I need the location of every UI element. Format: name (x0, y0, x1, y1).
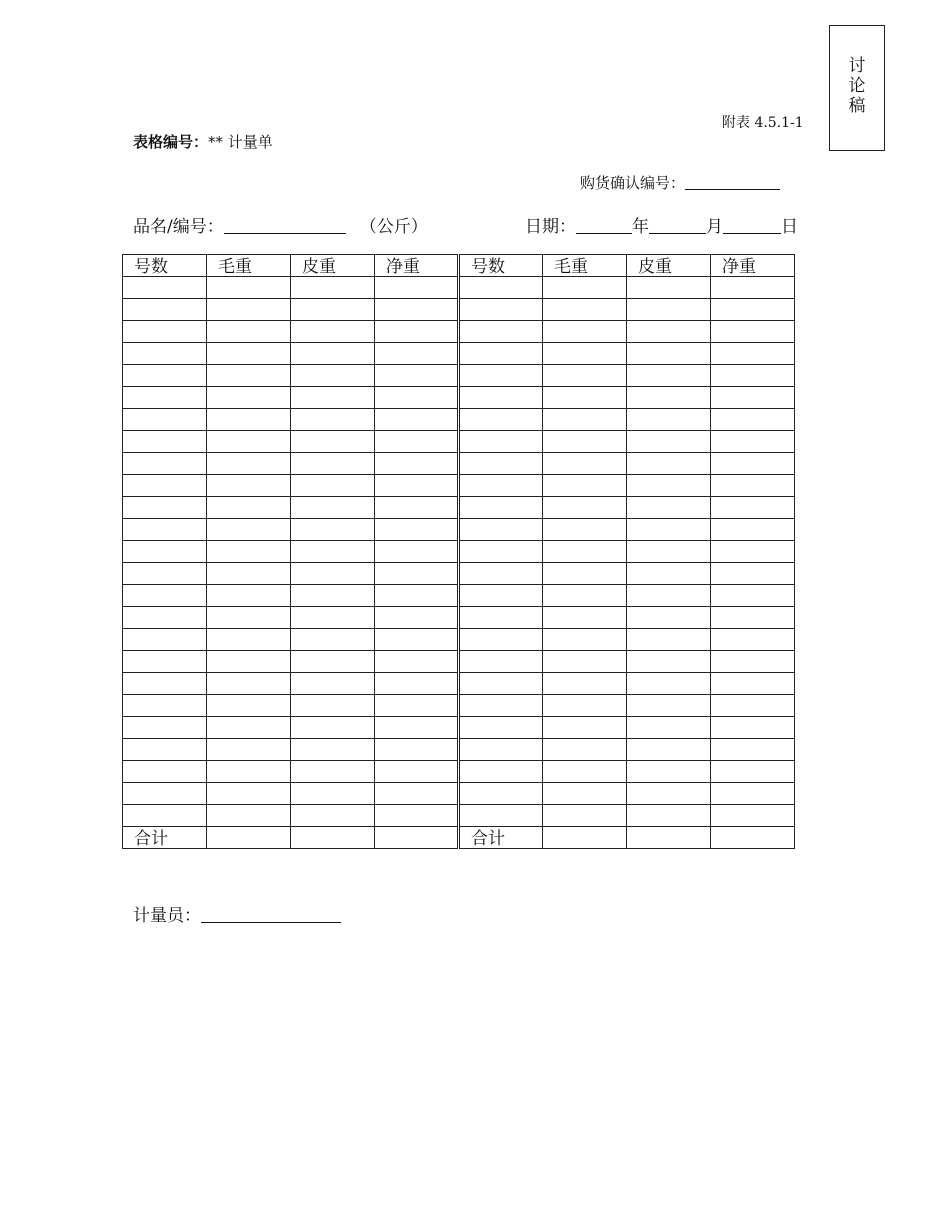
table-cell[interactable] (123, 519, 207, 541)
table-cell[interactable] (207, 299, 291, 321)
table-cell[interactable] (459, 299, 543, 321)
table-cell[interactable] (459, 629, 543, 651)
table-cell[interactable] (459, 651, 543, 673)
table-cell[interactable] (627, 387, 711, 409)
table-cell[interactable] (543, 365, 627, 387)
table-cell[interactable] (543, 343, 627, 365)
table-cell[interactable] (627, 431, 711, 453)
table-cell[interactable] (543, 673, 627, 695)
day-blank[interactable] (723, 216, 781, 234)
table-cell[interactable] (711, 497, 795, 519)
column-header: 净重 (711, 255, 795, 277)
table-cell[interactable] (711, 739, 795, 761)
table-cell[interactable] (711, 299, 795, 321)
table-cell[interactable] (711, 673, 795, 695)
table-cell[interactable] (543, 409, 627, 431)
table-row (123, 739, 795, 761)
table-cell[interactable] (207, 585, 291, 607)
table-cell[interactable] (459, 607, 543, 629)
table-cell[interactable] (375, 387, 459, 409)
date-field (525, 212, 798, 237)
table-cell[interactable] (459, 409, 543, 431)
table-cell[interactable] (207, 365, 291, 387)
table-header-row (123, 255, 795, 277)
table-cell[interactable] (207, 563, 291, 585)
table-total-row (123, 827, 795, 849)
table-cell[interactable] (291, 783, 375, 805)
table-cell[interactable] (375, 343, 459, 365)
table-cell[interactable] (711, 651, 795, 673)
table-cell[interactable] (207, 431, 291, 453)
table-cell[interactable] (711, 365, 795, 387)
table-cell[interactable] (543, 563, 627, 585)
table-cell[interactable] (375, 365, 459, 387)
table-cell[interactable] (291, 607, 375, 629)
table-row (123, 541, 795, 563)
table-cell[interactable] (375, 475, 459, 497)
table-cell[interactable] (123, 365, 207, 387)
table-cell[interactable] (375, 431, 459, 453)
year-blank[interactable] (576, 216, 632, 234)
column-header: 毛重 (543, 255, 627, 277)
table-cell[interactable] (627, 585, 711, 607)
day-label: 日 (781, 217, 798, 237)
table-row (123, 409, 795, 431)
table-cell[interactable] (291, 673, 375, 695)
table-cell[interactable] (207, 541, 291, 563)
table-cell[interactable] (291, 277, 375, 299)
table-cell[interactable] (627, 365, 711, 387)
table-cell[interactable] (627, 695, 711, 717)
table-row (123, 607, 795, 629)
table-cell[interactable] (543, 277, 627, 299)
total-cell[interactable] (375, 827, 459, 849)
table-cell[interactable] (543, 321, 627, 343)
table-cell[interactable] (291, 761, 375, 783)
table-cell[interactable] (123, 541, 207, 563)
total-cell[interactable] (207, 827, 291, 849)
table-row (123, 299, 795, 321)
product-unit: （公斤） (359, 217, 428, 237)
table-row (123, 717, 795, 739)
stamp-char: 论 (848, 76, 866, 96)
form-code (133, 131, 273, 152)
table-cell[interactable] (291, 629, 375, 651)
table-cell[interactable] (207, 717, 291, 739)
table-cell[interactable] (627, 541, 711, 563)
table-cell[interactable] (123, 607, 207, 629)
table-row (123, 651, 795, 673)
table-cell[interactable] (375, 739, 459, 761)
table-cell[interactable] (711, 519, 795, 541)
table-cell[interactable] (543, 717, 627, 739)
table-cell[interactable] (459, 673, 543, 695)
table-cell[interactable] (711, 783, 795, 805)
attachment-reference: 附表 4.5.1-1 (722, 115, 804, 131)
table-cell[interactable] (375, 541, 459, 563)
table-cell[interactable] (711, 387, 795, 409)
form-code-label: 表格编号： (133, 133, 209, 151)
table-cell[interactable] (123, 387, 207, 409)
table-cell[interactable] (627, 783, 711, 805)
table-row (123, 629, 795, 651)
table-cell[interactable] (459, 541, 543, 563)
table-cell[interactable] (711, 805, 795, 827)
table-cell[interactable] (291, 651, 375, 673)
table-row (123, 431, 795, 453)
table-cell[interactable] (207, 651, 291, 673)
table-cell[interactable] (543, 387, 627, 409)
table-cell[interactable] (123, 409, 207, 431)
month-label: 月 (706, 217, 723, 237)
table-cell[interactable] (459, 365, 543, 387)
table-cell[interactable] (543, 431, 627, 453)
purchase-confirm-label: 购货确认编号： (580, 174, 686, 192)
table-cell[interactable] (291, 497, 375, 519)
table-row (123, 695, 795, 717)
table-cell[interactable] (543, 607, 627, 629)
column-header: 毛重 (207, 255, 291, 277)
table-row (123, 343, 795, 365)
table-cell[interactable] (711, 629, 795, 651)
table-cell[interactable] (291, 563, 375, 585)
table-cell[interactable] (207, 629, 291, 651)
table-cell[interactable] (207, 387, 291, 409)
table-cell[interactable] (711, 585, 795, 607)
table-cell[interactable] (711, 343, 795, 365)
total-label: 合计 (123, 827, 207, 849)
table-cell[interactable] (207, 497, 291, 519)
table-cell[interactable] (459, 761, 543, 783)
table-cell[interactable] (375, 299, 459, 321)
table-cell[interactable] (711, 607, 795, 629)
table-cell[interactable] (207, 453, 291, 475)
purchase-confirm-blank[interactable] (685, 172, 780, 190)
table-cell[interactable] (711, 431, 795, 453)
table-cell[interactable] (627, 343, 711, 365)
table-cell[interactable] (543, 761, 627, 783)
table-cell[interactable] (711, 761, 795, 783)
table-cell[interactable] (627, 321, 711, 343)
table-cell[interactable] (207, 673, 291, 695)
table-cell[interactable] (291, 409, 375, 431)
table-cell[interactable] (207, 519, 291, 541)
table-cell[interactable] (123, 739, 207, 761)
table-cell[interactable] (543, 497, 627, 519)
table-cell[interactable] (291, 365, 375, 387)
table-row (123, 277, 795, 299)
table-cell[interactable] (291, 387, 375, 409)
table-cell[interactable] (291, 739, 375, 761)
table-cell[interactable] (123, 343, 207, 365)
table-cell[interactable] (207, 409, 291, 431)
total-label: 合计 (459, 827, 543, 849)
table-cell[interactable] (291, 453, 375, 475)
table-cell[interactable] (291, 717, 375, 739)
table-cell[interactable] (627, 717, 711, 739)
table-row (123, 365, 795, 387)
total-cell[interactable] (627, 827, 711, 849)
table-row (123, 497, 795, 519)
table-row (123, 783, 795, 805)
table-cell[interactable] (543, 299, 627, 321)
table-cell[interactable] (207, 783, 291, 805)
table-cell[interactable] (123, 453, 207, 475)
table-cell[interactable] (543, 783, 627, 805)
table-cell[interactable] (711, 563, 795, 585)
table-cell[interactable] (711, 695, 795, 717)
table-cell[interactable] (375, 805, 459, 827)
table-cell[interactable] (123, 277, 207, 299)
table-cell[interactable] (459, 475, 543, 497)
table-cell[interactable] (291, 541, 375, 563)
weighing-table-wrapper (122, 254, 795, 849)
signer-label: 计量员： (133, 906, 201, 926)
table-cell[interactable] (375, 409, 459, 431)
table-cell[interactable] (291, 805, 375, 827)
column-header: 皮重 (627, 255, 711, 277)
table-cell[interactable] (627, 761, 711, 783)
table-cell[interactable] (123, 431, 207, 453)
table-row (123, 387, 795, 409)
total-cell[interactable] (291, 827, 375, 849)
table-cell[interactable] (375, 453, 459, 475)
table-cell[interactable] (291, 431, 375, 453)
table-cell[interactable] (459, 277, 543, 299)
table-cell[interactable] (543, 519, 627, 541)
table-cell[interactable] (291, 299, 375, 321)
table-cell[interactable] (459, 783, 543, 805)
table-cell[interactable] (207, 475, 291, 497)
table-row (123, 673, 795, 695)
table-cell[interactable] (207, 695, 291, 717)
table-cell[interactable] (207, 343, 291, 365)
table-cell[interactable] (207, 739, 291, 761)
month-blank[interactable] (649, 216, 706, 234)
table-cell[interactable] (543, 585, 627, 607)
table-cell[interactable] (459, 585, 543, 607)
purchase-confirm-field (580, 172, 780, 193)
table-cell[interactable] (711, 321, 795, 343)
table-cell[interactable] (123, 585, 207, 607)
table-cell[interactable] (459, 717, 543, 739)
table-cell[interactable] (375, 497, 459, 519)
table-cell[interactable] (123, 475, 207, 497)
table-cell[interactable] (375, 585, 459, 607)
table-cell[interactable] (291, 475, 375, 497)
table-cell[interactable] (543, 651, 627, 673)
table-row (123, 453, 795, 475)
table-cell[interactable] (459, 431, 543, 453)
table-cell[interactable] (375, 519, 459, 541)
table-cell[interactable] (627, 299, 711, 321)
table-cell[interactable] (459, 563, 543, 585)
table-cell[interactable] (375, 321, 459, 343)
table-cell[interactable] (627, 673, 711, 695)
table-cell[interactable] (627, 563, 711, 585)
table-cell[interactable] (627, 651, 711, 673)
table-cell[interactable] (291, 321, 375, 343)
year-label: 年 (632, 217, 649, 237)
table-cell[interactable] (123, 299, 207, 321)
table-cell[interactable] (627, 475, 711, 497)
table-cell[interactable] (627, 277, 711, 299)
table-cell[interactable] (207, 321, 291, 343)
table-cell[interactable] (291, 585, 375, 607)
table-cell[interactable] (123, 761, 207, 783)
column-header: 净重 (375, 255, 459, 277)
table-cell[interactable] (375, 563, 459, 585)
total-cell[interactable] (711, 827, 795, 849)
table-cell[interactable] (123, 783, 207, 805)
table-cell[interactable] (375, 629, 459, 651)
table-cell[interactable] (711, 453, 795, 475)
table-cell[interactable] (543, 475, 627, 497)
table-cell[interactable] (123, 651, 207, 673)
product-field (133, 212, 428, 237)
table-cell[interactable] (123, 629, 207, 651)
table-cell[interactable] (291, 343, 375, 365)
table-row (123, 761, 795, 783)
table-row (123, 519, 795, 541)
table-cell[interactable] (291, 519, 375, 541)
table-cell[interactable] (543, 629, 627, 651)
table-cell[interactable] (459, 805, 543, 827)
table-cell[interactable] (375, 695, 459, 717)
table-cell[interactable] (459, 739, 543, 761)
table-cell[interactable] (543, 695, 627, 717)
table-cell[interactable] (123, 673, 207, 695)
total-cell[interactable] (543, 827, 627, 849)
table-cell[interactable] (375, 277, 459, 299)
table-cell[interactable] (123, 563, 207, 585)
column-header: 号数 (459, 255, 543, 277)
table-cell[interactable] (123, 717, 207, 739)
table-cell[interactable] (123, 321, 207, 343)
signer-blank[interactable] (201, 905, 341, 923)
table-cell[interactable] (459, 695, 543, 717)
table-cell[interactable] (543, 453, 627, 475)
product-blank[interactable] (224, 216, 346, 234)
table-row (123, 475, 795, 497)
table-cell[interactable] (627, 805, 711, 827)
weighing-table (122, 254, 795, 849)
table-cell[interactable] (459, 519, 543, 541)
stamp-char: 讨 (848, 56, 866, 76)
table-cell[interactable] (627, 519, 711, 541)
table-cell[interactable] (627, 453, 711, 475)
table-cell[interactable] (711, 475, 795, 497)
stamp-char: 稿 (848, 96, 866, 116)
table-cell[interactable] (711, 541, 795, 563)
product-label: 品名/编号： (133, 217, 224, 237)
table-row (123, 805, 795, 827)
signer-field (133, 901, 341, 926)
table-cell[interactable] (543, 805, 627, 827)
table-cell[interactable] (711, 277, 795, 299)
table-cell[interactable] (375, 761, 459, 783)
table-cell[interactable] (627, 629, 711, 651)
table-cell[interactable] (375, 783, 459, 805)
table-cell[interactable] (123, 497, 207, 519)
table-row (123, 563, 795, 585)
table-cell[interactable] (711, 409, 795, 431)
table-row (123, 321, 795, 343)
table-cell[interactable] (459, 453, 543, 475)
table-cell[interactable] (459, 321, 543, 343)
form-code-value: ** 计量单 (208, 133, 273, 151)
draft-stamp (829, 25, 885, 151)
table-cell[interactable] (627, 739, 711, 761)
table-cell[interactable] (291, 695, 375, 717)
table-cell[interactable] (543, 541, 627, 563)
table-cell[interactable] (627, 409, 711, 431)
table-cell[interactable] (627, 607, 711, 629)
table-cell[interactable] (123, 695, 207, 717)
column-header: 皮重 (291, 255, 375, 277)
table-cell[interactable] (375, 673, 459, 695)
table-cell[interactable] (459, 497, 543, 519)
table-cell[interactable] (207, 761, 291, 783)
table-cell[interactable] (207, 277, 291, 299)
table-cell[interactable] (711, 717, 795, 739)
table-cell[interactable] (459, 387, 543, 409)
table-cell[interactable] (207, 805, 291, 827)
table-cell[interactable] (375, 717, 459, 739)
table-cell[interactable] (627, 497, 711, 519)
table-cell[interactable] (123, 805, 207, 827)
table-cell[interactable] (375, 607, 459, 629)
table-row (123, 585, 795, 607)
column-header: 号数 (123, 255, 207, 277)
table-cell[interactable] (375, 651, 459, 673)
table-cell[interactable] (543, 739, 627, 761)
date-label: 日期： (525, 217, 576, 237)
table-cell[interactable] (207, 607, 291, 629)
table-cell[interactable] (459, 343, 543, 365)
